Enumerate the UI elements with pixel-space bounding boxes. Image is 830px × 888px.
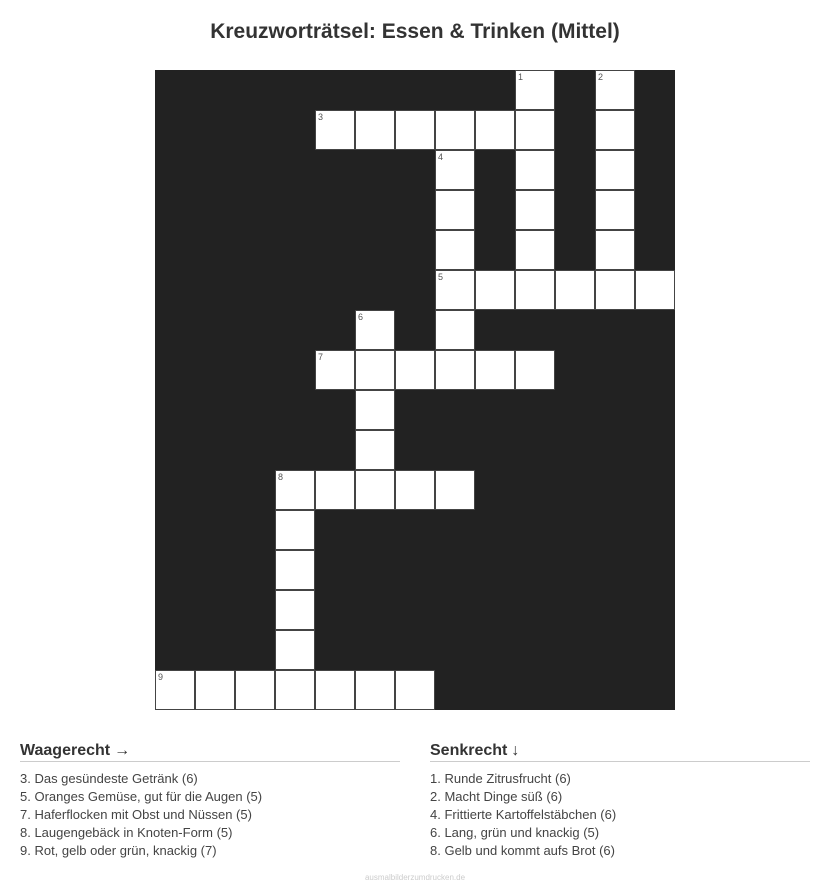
grid-cell[interactable]	[275, 590, 315, 630]
across-heading-label: Waagerecht	[20, 742, 111, 759]
clue-down-1: 1. Runde Zitrusfrucht (6)	[430, 771, 571, 786]
clue-number: 5	[438, 272, 444, 282]
right-arrow-icon: →	[114, 742, 131, 759]
clue-down-2: 2. Macht Dinge süß (6)	[430, 789, 563, 804]
footer-credit: ausmalbilderzumdrucken.de	[364, 873, 466, 882]
clue-number: 7	[318, 352, 324, 362]
grid-cell[interactable]	[515, 150, 555, 190]
grid-cell[interactable]	[395, 470, 435, 510]
grid-cell[interactable]	[355, 390, 395, 430]
clue-number: 2	[598, 72, 604, 82]
across-heading	[20, 742, 400, 762]
clue-number: 4	[438, 152, 444, 162]
grid-cell[interactable]	[355, 350, 395, 390]
grid-cell[interactable]	[435, 110, 475, 150]
down-heading	[430, 742, 810, 762]
grid-cell[interactable]	[275, 670, 315, 710]
clue-across-3: 3. Das gesündeste Getränk (6)	[20, 771, 198, 786]
grid-cell[interactable]	[435, 270, 475, 310]
grid-cell[interactable]	[635, 270, 675, 310]
down-arrow-icon: ↓	[511, 742, 520, 759]
grid-cell[interactable]	[235, 670, 275, 710]
grid-cell[interactable]	[315, 110, 355, 150]
grid-cell[interactable]	[515, 110, 555, 150]
grid-cell[interactable]	[355, 110, 395, 150]
grid-cell[interactable]	[595, 110, 635, 150]
grid-cell[interactable]	[515, 350, 555, 390]
grid-cell[interactable]	[515, 190, 555, 230]
grid-cell[interactable]	[555, 270, 595, 310]
down-clues	[430, 742, 810, 860]
grid-cell[interactable]	[435, 230, 475, 270]
grid-cell[interactable]	[355, 470, 395, 510]
grid-cell[interactable]	[395, 670, 435, 710]
grid-cell[interactable]	[475, 270, 515, 310]
grid-cell[interactable]	[595, 190, 635, 230]
grid-cell[interactable]	[275, 630, 315, 670]
across-clues	[20, 742, 400, 860]
grid-cell[interactable]	[595, 270, 635, 310]
clue-across-7: 7. Haferflocken mit Obst und Nüssen (5)	[20, 807, 252, 822]
grid-cell[interactable]	[595, 150, 635, 190]
grid-cell[interactable]	[595, 230, 635, 270]
clue-across-9: 9. Rot, gelb oder grün, knackig (7)	[20, 843, 217, 858]
grid-cell[interactable]	[395, 350, 435, 390]
grid-cell[interactable]	[435, 150, 475, 190]
grid-cell[interactable]	[475, 350, 515, 390]
grid-cell[interactable]	[275, 470, 315, 510]
grid-cell[interactable]	[515, 270, 555, 310]
grid-cell[interactable]	[435, 190, 475, 230]
clue-across-8: 8. Laugengebäck in Knoten-Form (5)	[20, 825, 233, 840]
grid-cell[interactable]	[155, 670, 195, 710]
grid-cell[interactable]	[395, 110, 435, 150]
clue-number: 9	[158, 672, 164, 682]
grid-cell[interactable]	[355, 430, 395, 470]
clue-number: 6	[358, 312, 364, 322]
clue-across-5: 5. Oranges Gemüse, gut für die Augen (5)	[20, 789, 263, 804]
grid-cell[interactable]	[275, 510, 315, 550]
clue-number: 8	[278, 472, 284, 482]
grid-cell[interactable]	[435, 350, 475, 390]
grid-cell[interactable]	[315, 470, 355, 510]
clue-number: 1	[518, 72, 524, 82]
grid-cell[interactable]	[515, 230, 555, 270]
clue-down-8: 8. Gelb und kommt aufs Brot (6)	[430, 843, 615, 858]
grid-cell[interactable]	[355, 670, 395, 710]
grid-cell[interactable]	[435, 310, 475, 350]
grid-cell[interactable]	[475, 110, 515, 150]
clue-down-4: 4. Frittierte Kartoffelstäbchen (6)	[430, 807, 617, 822]
down-heading-label: Senkrecht	[430, 742, 508, 759]
grid-cell[interactable]	[195, 670, 235, 710]
puzzle-title: Kreuzworträtsel: Essen & Trinken (Mittel)	[210, 20, 620, 43]
grid-cell[interactable]	[315, 670, 355, 710]
grid-cell[interactable]	[355, 310, 395, 350]
clue-number: 3	[318, 112, 324, 122]
crossword-grid	[155, 70, 675, 710]
grid-cell[interactable]	[595, 70, 635, 110]
grid-cell[interactable]	[435, 470, 475, 510]
grid-cell[interactable]	[515, 70, 555, 110]
grid-cell[interactable]	[275, 550, 315, 590]
grid-cell[interactable]	[315, 350, 355, 390]
clue-down-6: 6. Lang, grün und knackig (5)	[430, 825, 600, 840]
